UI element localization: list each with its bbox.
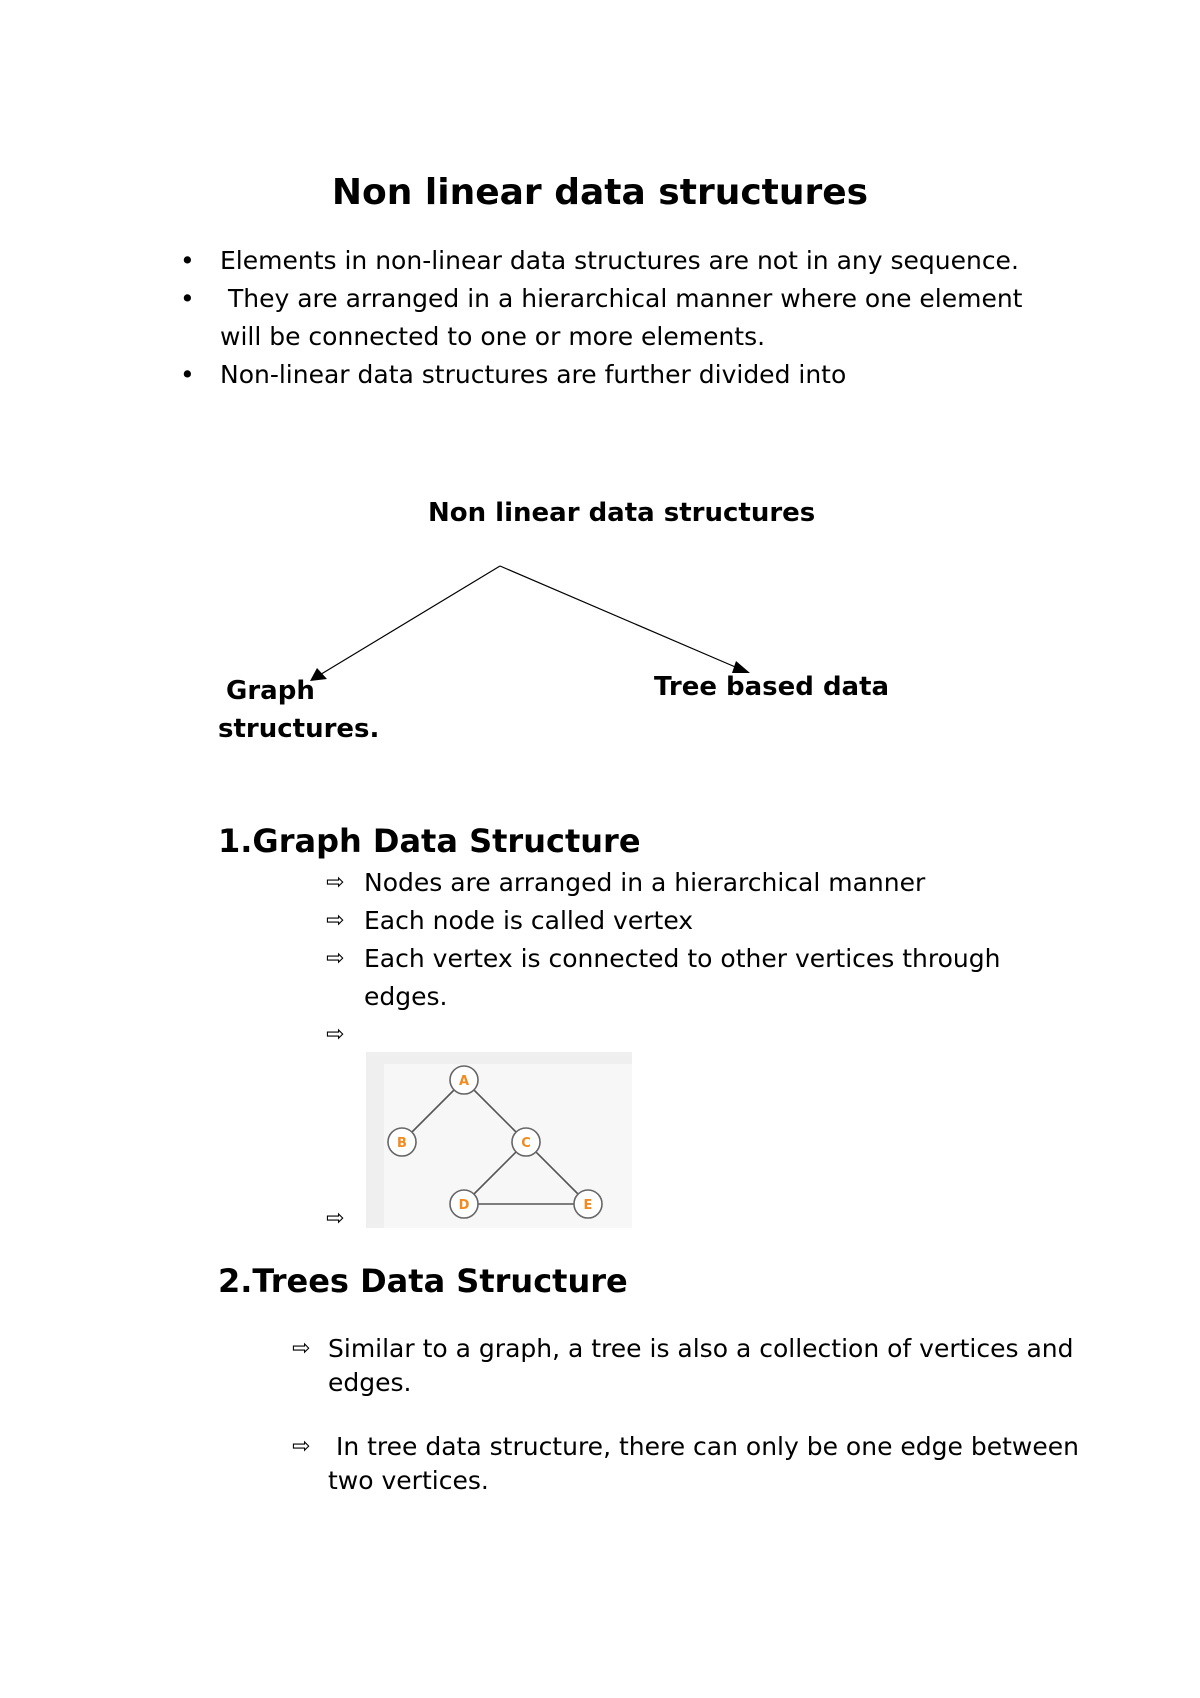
diagram-graph-label bbox=[218, 672, 458, 748]
diagram-connectors bbox=[0, 0, 1200, 800]
bullet-text: Elements in non-linear data structures are not in any sequence. bbox=[220, 246, 1019, 275]
graph-list bbox=[326, 864, 1066, 1054]
arrow-icon: ⇨ bbox=[326, 1022, 345, 1047]
node-label: B bbox=[397, 1136, 407, 1151]
bullet-text: They are arranged in a hierarchical manner where one element will be connected to one or more elements. bbox=[220, 284, 1031, 351]
list-item-text: Nodes are arranged in a hierarchical manner bbox=[364, 868, 926, 897]
arrow-icon: ⇨ bbox=[326, 908, 345, 933]
node-label: C bbox=[521, 1136, 531, 1151]
tree-heading: 2.Trees Data Structure bbox=[218, 1262, 628, 1300]
connector-left bbox=[318, 566, 500, 676]
page-title: Non linear data structures bbox=[331, 172, 869, 213]
graph-figure bbox=[366, 1052, 632, 1228]
bullet-text: Non-linear data structures are further divided into bbox=[220, 360, 847, 389]
list-item bbox=[292, 1430, 1108, 1498]
diagram-root-label: Non linear data structures bbox=[428, 498, 816, 528]
list-item-text: Each node is called vertex bbox=[364, 906, 694, 935]
arrow-icon: ⇨ bbox=[326, 870, 345, 895]
list-item bbox=[292, 1332, 1108, 1400]
arrow-icon: ⇨ bbox=[292, 1336, 311, 1361]
graph-heading: 1.Graph Data Structure bbox=[218, 822, 641, 860]
node-label: E bbox=[583, 1198, 593, 1213]
bullet-marker: • bbox=[180, 284, 195, 313]
node-label: D bbox=[458, 1198, 470, 1213]
node-label: A bbox=[458, 1074, 470, 1089]
arrow-icon: ⇨ bbox=[326, 1206, 345, 1231]
graph-image bbox=[366, 1052, 632, 1228]
bullet-marker: • bbox=[180, 246, 195, 275]
arrow-icon: ⇨ bbox=[292, 1434, 311, 1459]
graph-label-line1: Graph bbox=[226, 676, 315, 706]
list-item-text: Similar to a graph, a tree is also a collection of vertices and edges. bbox=[328, 1334, 1074, 1397]
diagram-tree-label: Tree based data bbox=[654, 672, 890, 702]
list-item-text: Each vertex is connected to other vertices through edges. bbox=[364, 944, 1001, 1011]
connector-right bbox=[500, 566, 740, 669]
list-item bbox=[326, 902, 1066, 940]
list-item bbox=[326, 940, 1066, 1016]
graph-label-line2: structures. bbox=[218, 714, 380, 744]
list-item bbox=[326, 1016, 1066, 1054]
bullet-marker: • bbox=[180, 360, 195, 389]
list-item-text: In tree data structure, there can only be one edge between two vertices. bbox=[328, 1432, 1087, 1495]
arrow-icon: ⇨ bbox=[326, 946, 345, 971]
list-item bbox=[326, 864, 1066, 902]
